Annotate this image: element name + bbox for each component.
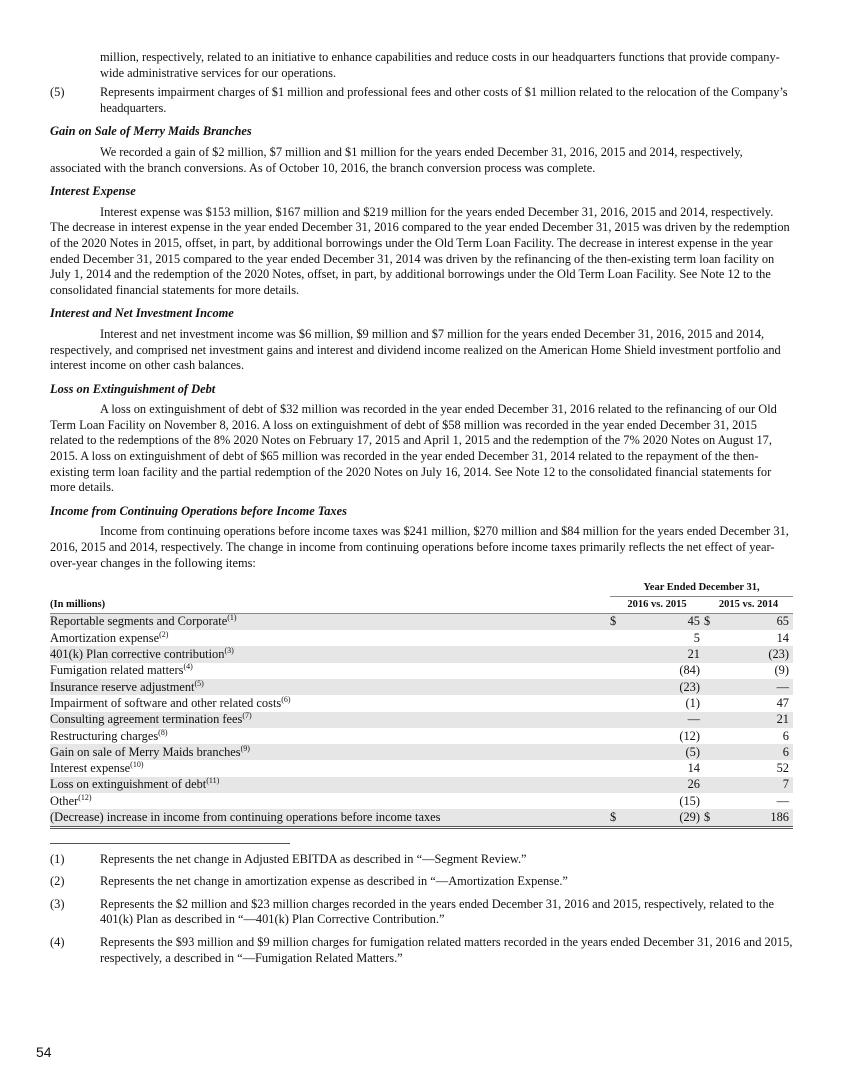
value-2015-vs-2014: 65 [714, 613, 793, 630]
value-2015-vs-2014: 6 [714, 744, 793, 760]
row-label-text: Loss on extinguishment of debt [50, 777, 207, 792]
currency-symbol [704, 630, 714, 646]
currency-symbol [610, 646, 620, 662]
value-2015-vs-2014: — [776, 793, 789, 808]
currency-symbol [704, 663, 714, 679]
table-row [50, 744, 793, 760]
currency-symbol [610, 679, 620, 695]
currency-symbol [610, 760, 620, 776]
row-label [50, 712, 610, 728]
currency-symbol [704, 777, 714, 793]
footnote-number: (2) [50, 874, 65, 889]
table-body [50, 613, 793, 827]
row-label-text: Amortization expense [50, 630, 160, 645]
row-label [50, 613, 610, 630]
value-2015-vs-2014: 47 [776, 695, 789, 710]
section-heading: Gain on Sale of Merry Maids Branches [50, 124, 252, 139]
currency-symbol: $ [610, 613, 620, 630]
table-row [50, 613, 793, 630]
currency-symbol [704, 712, 714, 728]
table-row [50, 679, 793, 695]
document-page [50, 50, 793, 973]
value-2016-vs-2015: (12) [679, 728, 700, 743]
table-row [50, 728, 793, 744]
table-row [50, 712, 793, 728]
section-body: Interest expense was $153 million, $167 million and $219 million for the years ended December 31, 2016, 2015 and 2014, respectively. The decrease in interest expense in the year ended December 31, 2016 compared to the year ended December 31, 2015 was driven by the redemption of the 2020 Notes in 2015, offset, in part, by additional borrowings under the Old Term Loan Facility. The decrease in interest expense in the year ended December 31, 2015 compared to the year ended December 31, 2014 was driven by the refinancing of the then-existing term loan facility on July 1, 2014 and the redemption of the 2020 Notes, offset, in part, by additional borrowings under the Old Term Loan Facility. See Note 12 to the consolidated financial statements for more details. [50, 204, 790, 297]
footnote-ref: (4) [183, 662, 193, 672]
footnote [50, 935, 793, 966]
currency-symbol [610, 777, 620, 793]
row-label [50, 760, 610, 776]
value-2015-vs-2014: 21 [714, 712, 793, 728]
continued-note-text: million, respectively, related to an initiative to enhance capabilities and reduce costs in our headquarters functions that provide company-wide administrative services for our operations. [100, 50, 780, 80]
footnote-ref: (7) [242, 711, 252, 721]
row-label-text: Interest expense [50, 761, 131, 776]
row-label [50, 679, 610, 695]
currency-symbol [610, 712, 620, 728]
section-heading: Interest Expense [50, 184, 136, 199]
value-2015-vs-2014: 52 [776, 761, 789, 776]
row-label [50, 630, 610, 646]
currency-symbol: $ [704, 613, 714, 630]
value-2016-vs-2015: (5) [620, 744, 704, 760]
footnote-ref: (5) [194, 678, 204, 688]
note-number: (5) [50, 85, 65, 100]
row-label [50, 695, 610, 711]
currency-symbol [704, 695, 714, 711]
footnote-ref: (8) [158, 727, 168, 737]
footnote-ref: (3) [224, 646, 234, 656]
note-5 [50, 85, 793, 116]
footnote-text: Represents the $2 million and $23 million charges recorded in the years ended December 31, 2016 and 2015, respectively, related to the 401(k) Plan as described in “—401(k) Plan Corrective Contribution.” [100, 896, 775, 927]
table-row [50, 777, 793, 793]
value-2016-vs-2015: — [620, 712, 704, 728]
value-2015-vs-2014: (23) [714, 646, 793, 662]
row-label [50, 793, 610, 809]
footnote [50, 852, 793, 868]
footnote [50, 874, 793, 890]
section-body: Income from continuing operations before income taxes was $241 million, $270 million and $84 million for the years ended December 31, 2016, 2015 and 2014, respectively. The change in income from continuing operations before income taxes primarily reflects the net effect of year-over-year changes in the following items: [50, 524, 789, 570]
section-heading: Interest and Net Investment Income [50, 306, 234, 321]
table-row [50, 646, 793, 662]
table-total-row [50, 809, 793, 827]
value-2015-vs-2014: 7 [714, 777, 793, 793]
unit-label: (In millions) [50, 596, 610, 613]
note-text: Represents impairment charges of $1 million and professional fees and other costs of $1 million related to the relocation of the Company’s headquarters. [100, 85, 788, 115]
row-label-text: Fumigation related matters [50, 663, 184, 678]
period-header: Year Ended December 31, [610, 579, 793, 596]
row-label [50, 777, 610, 793]
row-label [50, 744, 610, 760]
footnote-ref: (1) [227, 613, 237, 623]
row-label-text: Reportable segments and Corporate [50, 614, 228, 629]
footnote-number: (3) [50, 896, 65, 911]
currency-symbol: $ [610, 809, 620, 827]
section-heading: Loss on Extinguishment of Debt [50, 381, 216, 396]
footnote-ref: (2) [159, 629, 169, 639]
table-header-row [50, 579, 793, 596]
row-label-text: Gain on sale of Merry Maids branches [50, 744, 241, 759]
table-row [50, 760, 793, 776]
footnote-number: (1) [50, 851, 65, 866]
row-label [50, 663, 610, 679]
value-2016-vs-2015: (1) [685, 695, 700, 710]
currency-symbol [610, 663, 620, 679]
row-label-text: 401(k) Plan corrective contribution [50, 647, 225, 662]
section-heading: Income from Continuing Operations before Income Taxes [50, 503, 347, 518]
section-body: A loss on extinguishment of debt of $32 million was recorded in the year ended December 31, 2016 related to the refinancing of our Old Term Loan Facility on November 8, 2016. A loss on extinguishment of debt of $58 million was recorded in the year ended December 31, 2015 related to the redemptions of the 8% 2020 Notes on February 17, 2015 and April 1, 2015 and the redemption of the 7% 2020 Notes on August 17, 2015. A loss on extinguishment of debt of $65 million was recorded in the year ended December 31, 2014 related to the repayment of the then-existing term loan facility and the partial redemption of the 2020 Notes on July 16, 2014. See Note 12 to the consolidated financial statements for more details. [50, 402, 777, 495]
footnote-ref: (11) [206, 776, 220, 786]
table-row [50, 663, 793, 679]
section-body: We recorded a gain of $2 million, $7 million and $1 million for the years ended December 31, 2016, 2015 and 2014, respectively, associated with the branch conversions. As of October 10, 2016, the branch conversion process was complete. [50, 144, 743, 175]
footnote-text: Represents the $93 million and $9 million charges for fumigation related matters recorded in the years ended December 31, 2016 and 2015, respectively, a described in “—Fumigation Related Matters.” [100, 935, 793, 965]
row-label-text: Impairment of software and other related costs [50, 695, 282, 710]
total-label: (Decrease) increase in income from continuing operations before income taxes [50, 809, 610, 827]
value-2015-vs-2014: 14 [776, 630, 789, 645]
value-2016-vs-2015: 45 [620, 613, 704, 630]
row-label [50, 728, 610, 744]
currency-symbol [610, 695, 620, 711]
total-2015-vs-2014: 186 [714, 809, 793, 827]
currency-symbol [704, 760, 714, 776]
value-2016-vs-2015: (23) [620, 679, 704, 695]
value-2015-vs-2014: — [714, 679, 793, 695]
section-body: Interest and net investment income was $6 million, $9 million and $7 million for the years ended December 31, 2016, 2015 and 2014, respectively, and comprised net investment gains and interest and dividend income realized on the American Home Shield investment portfolio and interest income on other cash balances. [50, 326, 781, 373]
total-2016-vs-2015: (29) [620, 809, 704, 827]
value-2015-vs-2014: (9) [774, 663, 789, 678]
currency-symbol [610, 744, 620, 760]
currency-symbol: $ [704, 809, 714, 827]
currency-symbol [704, 744, 714, 760]
footnote [50, 897, 793, 928]
row-label-text: Restructuring charges [50, 728, 159, 743]
currency-symbol [610, 630, 620, 646]
table-row [50, 695, 793, 711]
value-2016-vs-2015: (84) [679, 663, 700, 678]
currency-symbol [704, 793, 714, 809]
currency-symbol [704, 679, 714, 695]
footnote-ref: (9) [240, 743, 250, 753]
footnote-divider [50, 843, 290, 844]
value-2016-vs-2015: 21 [620, 646, 704, 662]
footnote-text: Represents the net change in amortization expense as described in “—Amortization Expense.” [100, 874, 568, 889]
currency-symbol [610, 793, 620, 809]
currency-symbol [610, 728, 620, 744]
value-2015-vs-2014: 6 [782, 728, 789, 743]
table-header-row [50, 596, 793, 613]
table-row [50, 630, 793, 646]
income-change-table [50, 579, 793, 828]
footnote-ref: (10) [130, 760, 144, 770]
table-row [50, 793, 793, 809]
footnote-number: (4) [50, 935, 65, 950]
column-header-2015-vs-2014: 2015 vs. 2014 [704, 596, 793, 613]
currency-symbol [704, 728, 714, 744]
row-label-text: Consulting agreement termination fees [50, 712, 243, 727]
value-2016-vs-2015: (15) [679, 793, 700, 808]
column-header-2016-vs-2015: 2016 vs. 2015 [610, 596, 704, 613]
footnote-ref: (12) [78, 792, 92, 802]
value-2016-vs-2015: 5 [693, 630, 700, 645]
row-label-text: Other [50, 793, 79, 808]
row-label-text: Insurance reserve adjustment [50, 679, 195, 694]
page-number: 54 [36, 1044, 52, 1060]
value-2016-vs-2015: 26 [620, 777, 704, 793]
value-2016-vs-2015: 14 [687, 761, 700, 776]
footnote-text: Represents the net change in Adjusted EBITDA as described in “—Segment Review.” [100, 851, 527, 866]
row-label [50, 646, 610, 662]
footnote-ref: (6) [281, 694, 291, 704]
currency-symbol [704, 646, 714, 662]
